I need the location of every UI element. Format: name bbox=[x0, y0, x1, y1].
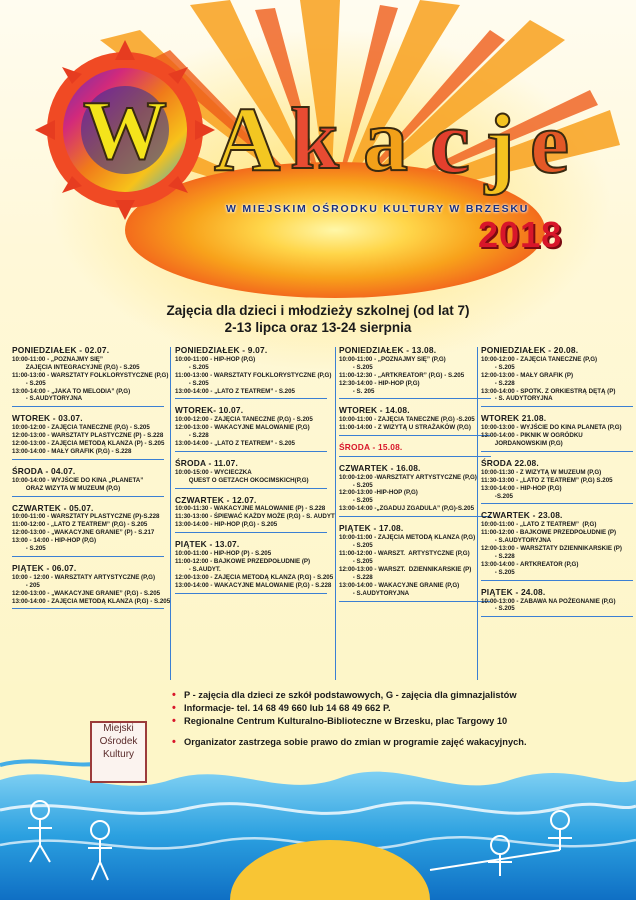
schedule-entry: 10:00-11:00 - HIP-HOP (P) - S.205 bbox=[175, 549, 272, 557]
day-block bbox=[12, 413, 164, 460]
schedule-entry: 11:00-12:00 - BAJKOWE PRZEDPOŁUDNIE (P) bbox=[481, 529, 617, 537]
schedule-entry: 13:00-14:00 - ZAJĘCIA METODĄ KLANZA (P,G) - S.205 bbox=[12, 597, 171, 605]
schedule-entry: 12:00-13:00 - ZAJĘCIA METODĄ KLANZA (P) - S.205 bbox=[12, 440, 165, 447]
note-text: Organizator zastrzega sobie prawo do zmian w programie zajęć wakacyjnych. bbox=[184, 737, 527, 748]
schedule-entry: - S.228 bbox=[481, 379, 515, 387]
schedule-entry: 10:00-14:00 - WYJŚCIE DO KINA „PLANETA” bbox=[12, 476, 144, 484]
day-separator bbox=[481, 451, 633, 452]
schedule-entry: 13:00-14:00 - WAKACYJNE GRANIE (P,G) bbox=[339, 581, 460, 589]
day-heading: CZWARTEK - 16.08. bbox=[339, 462, 421, 473]
schedule-entry: 10:00-13:00 - ZABAWA NA POŻEGNANIE (P,G) bbox=[481, 597, 616, 605]
schedule-entry: - S.228 bbox=[481, 552, 515, 560]
schedule-entry: 13:00-14:00 - ARTKREATOR (P,G) bbox=[481, 560, 579, 568]
schedule-entry: 13:00-14:00 - HIP-HOP (P,G) bbox=[481, 484, 562, 492]
day-heading: ŚRODA - 11.07. bbox=[175, 457, 238, 468]
day-block bbox=[12, 562, 171, 610]
schedule-entry: 12:00-13:00 - MAŁY GRAFIK (P) bbox=[481, 371, 574, 379]
schedule-entry: JORDANOWSKIM (P,G) bbox=[481, 440, 563, 447]
note-text: Regionalne Centrum Kulturalno-Biblioteczne w Brzesku, plac Targowy 10 bbox=[184, 716, 508, 727]
svg-text:A: A bbox=[214, 88, 281, 190]
schedule-entry: 11:00-12:30 - „ARTKREATOR” (P,G) - S.205 bbox=[339, 371, 465, 379]
day-heading: CZWARTEK - 12.07. bbox=[175, 494, 257, 505]
day-heading: WTOREK- 10.07. bbox=[175, 405, 244, 416]
day-separator bbox=[175, 488, 327, 489]
intro-dates: 2-13 lipca oraz 13-24 sierpnia bbox=[224, 320, 412, 335]
schedule-entry: 13:00-14:00 - „LATO Z TEATREM” - S.205 bbox=[175, 387, 295, 395]
svg-text:k: k bbox=[290, 91, 339, 188]
schedule-entry: 12:00-13:00 - ZAJĘCIA METODĄ KLANZA (P,G) - S.205 bbox=[175, 573, 334, 581]
day-separator bbox=[481, 406, 633, 407]
day-separator bbox=[12, 406, 164, 407]
day-heading: PONIEDZIAŁEK - 13.08. bbox=[339, 345, 437, 355]
day-heading: PIĄTEK - 17.08. bbox=[339, 523, 404, 534]
day-separator bbox=[339, 456, 491, 457]
schedule-entry: 13:00-14:00 - SPOTK. Z ORKIESTRĄ DĘTĄ (P) bbox=[481, 387, 616, 395]
schedule-entry: 11:00-13:00 - WARSZTATY FOLKLORYSTYCZNE (P,G) bbox=[175, 371, 332, 379]
day-separator bbox=[175, 593, 327, 594]
day-separator bbox=[175, 532, 327, 533]
schedule-entry: 13:00-14:00 - „LATO Z TEATREM” - S.205 bbox=[175, 440, 295, 447]
subtitle-banner: W MIEJSKIM OŚRODKU KULTURY W BRZESKU bbox=[226, 203, 530, 215]
schedule-entry: 11:00-12:00 - WARSZT. ARTYSTYCZNE (P,G) bbox=[339, 549, 470, 557]
schedule-entry: 13:00-14:00 - WAKACYJNE MALOWANIE (P,G) - S.228 bbox=[175, 581, 332, 589]
schedule-entry: 12:00-13:00 - WARSZTATY PLASTYCZNE (P) - S.228 bbox=[12, 432, 164, 440]
svg-text:e: e bbox=[530, 95, 570, 192]
schedule-entry: - S.205 bbox=[339, 497, 373, 505]
schedule-entry: 12:00-13:00 -HIP-HOP (P,G) bbox=[339, 489, 418, 497]
day-separator bbox=[175, 451, 327, 452]
schedule-entry: - S.AUDYTORYJNA bbox=[339, 589, 410, 597]
schedule-entry: - S.AUDYTORYJNA bbox=[12, 395, 83, 403]
schedule-entry: ZAJĘCIA INTEGRACYJNE (P,G) - S.205 bbox=[12, 363, 140, 371]
schedule-entry: 12:00-13:00 - WAKACYJNE MALOWANIE (P,G) bbox=[175, 424, 310, 432]
schedule-entry: 10:00-15:00 - WYCIECZKA bbox=[175, 468, 252, 476]
schedule-entry: 11:00-13:00 - WARSZTATY FOLKLORYSTYCZNE (P,G) bbox=[12, 371, 169, 379]
svg-text:W: W bbox=[83, 84, 167, 177]
schedule-entry: - S.228 bbox=[175, 432, 209, 440]
schedule-entry: - S.205 bbox=[12, 379, 46, 387]
day-heading: PONIEDZIAŁEK - 20.08. bbox=[481, 345, 579, 355]
bullet-icon: • bbox=[172, 736, 176, 749]
schedule-entry: 10:00-12:00 -WARSZTATY ARTYSTYCZNE (P,G) bbox=[339, 473, 477, 481]
day-block bbox=[175, 458, 327, 489]
logo-line: Miejski bbox=[103, 723, 134, 734]
schedule-entry: 13:00-14:00 - PIKNIK W OGRÓDKU bbox=[481, 432, 583, 440]
day-block bbox=[175, 405, 327, 452]
day-heading: WTOREK - 03.07. bbox=[12, 413, 83, 424]
day-block bbox=[481, 345, 633, 407]
schedule-entry: - S.205 bbox=[339, 541, 373, 549]
schedule-entry: - S.AUDYTORYJNA bbox=[481, 537, 552, 545]
note-text: P - zajęcia dla dzieci ze szkół podstawowych, G - zajęcia dla gimnazjalistów bbox=[184, 690, 517, 700]
schedule-entry: - S.205 bbox=[175, 363, 209, 371]
schedule-column-august-week2 bbox=[481, 345, 633, 623]
schedule-entry: 11:30-13:00 - ŚPIEWAĆ KAŻDY MOŻE (P,G) - S. AUDYT bbox=[175, 513, 335, 521]
schedule-entry: 10:00-12:00 - ZAJĘCIA TANECZNE (P,G) bbox=[481, 355, 598, 363]
schedule-entry: - 205 bbox=[12, 581, 40, 589]
schedule-entry: - S.205 bbox=[339, 481, 373, 489]
day-block bbox=[481, 510, 633, 580]
day-heading: PIĄTEK - 13.07. bbox=[175, 539, 240, 550]
schedule-entry: - S.205 bbox=[481, 605, 515, 613]
day-heading: WTOREK - 14.08. bbox=[339, 405, 410, 416]
day-block bbox=[481, 458, 633, 505]
day-heading: CZWARTEK - 23.08. bbox=[481, 510, 563, 521]
day-separator bbox=[339, 601, 491, 602]
day-block bbox=[175, 345, 332, 399]
schedule-entry: 10:00-11:00 - „LATO Z TEATREM” (P,G) bbox=[481, 521, 597, 529]
day-separator bbox=[481, 503, 633, 504]
schedule-entry: 11:00-12:00 - „LATO Z TEATREM” (P,G) - S.205 bbox=[12, 521, 148, 529]
day-heading: PIĄTEK - 06.07. bbox=[12, 562, 77, 573]
schedule-column-july-week2 bbox=[175, 345, 335, 600]
schedule-entry: 10:00-11:00 - ZAJĘCIA METODĄ KLANZA (P,G) bbox=[339, 534, 476, 541]
day-block bbox=[12, 345, 169, 407]
day-heading: WTOREK 21.08. bbox=[481, 413, 547, 424]
day-separator bbox=[12, 496, 164, 497]
logo-line: Ośrodek bbox=[99, 735, 138, 747]
day-block bbox=[481, 413, 633, 452]
schedule-entry: -S.205 bbox=[481, 492, 513, 500]
day-separator bbox=[481, 616, 633, 617]
column-divider bbox=[170, 347, 171, 680]
schedule-entry: 10:00-11:00 - „POZNAJMY SIĘ” (P,G) bbox=[339, 355, 446, 363]
bullet-icon: • bbox=[172, 715, 176, 728]
schedule-entry: 12:00-13:00 - „WAKACYJNE GRANIE” (P) - S.217 bbox=[12, 529, 155, 537]
schedule-entry: - S.205 bbox=[339, 557, 373, 565]
day-heading: ŚRODA - 04.07. bbox=[12, 465, 76, 476]
schedule-entry: - S.205 bbox=[481, 363, 515, 371]
schedule-entry: 13:00-14:00 -„ZGADUJ ZGADULA” (P,G)-S.205 bbox=[339, 505, 475, 513]
schedule-entry: 12:00-13:00 - „WAKACYJNE GRANIE” (P,G) - S.205 bbox=[12, 589, 161, 597]
note-legend bbox=[172, 689, 527, 702]
logo-line: Kultury bbox=[102, 748, 135, 760]
schedule-entry: 11:30-13:00 - „LATO Z TEATREM” (P,G) S.205 bbox=[481, 476, 613, 484]
schedule-entry: 10:00-11:00 - HIP-HOP (P,G) bbox=[175, 355, 256, 363]
day-separator bbox=[175, 398, 327, 399]
note-text: Informacje- tel. 14 68 49 660 lub 14 68 49 662 P. bbox=[184, 703, 391, 714]
day-separator bbox=[339, 435, 491, 436]
day-heading: PONIEDZIAŁEK - 9.07. bbox=[175, 345, 268, 355]
day-block bbox=[339, 463, 491, 517]
schedule-entry: 10:00-11:30 - Z WIZYTĄ W MUZEUM (P,G) bbox=[481, 468, 602, 476]
year-label: 2018 bbox=[478, 214, 563, 255]
schedule-entry: 10:00 - 12:00 - WARSZTATY ARTYSTYCZNE (P,G) bbox=[12, 573, 156, 581]
day-block bbox=[12, 466, 164, 497]
day-block bbox=[339, 405, 491, 436]
day-heading: ŚRODA 22.08. bbox=[481, 457, 539, 468]
schedule-entry: 13:00 - 14:00 - HIP-HOP (P,G) bbox=[12, 537, 97, 545]
schedule-entry: 10:00-11:00 - „POZNAJMY SIĘ” bbox=[12, 355, 104, 363]
schedule-entry: - S.205 bbox=[339, 363, 373, 371]
schedule-entry: 10:00-12:00 - ZAJĘCIA TANECZNE (P,G) - S.205 bbox=[12, 424, 150, 432]
schedule-entry: 12:30-14:00 - HIP-HOP (P,G) bbox=[339, 379, 420, 387]
day-separator bbox=[339, 516, 491, 517]
day-separator bbox=[339, 398, 491, 399]
svg-text:c: c bbox=[430, 93, 470, 192]
notes-section bbox=[172, 689, 527, 749]
column-divider bbox=[335, 347, 336, 680]
day-separator bbox=[12, 608, 164, 609]
schedule-entry: - S.205 bbox=[12, 545, 46, 552]
schedule-entry: 10:00-11:00 - WARSZTATY PLASTYCZNE (P)-S.228 bbox=[12, 513, 160, 521]
day-heading: PIĄTEK - 24.08. bbox=[481, 586, 546, 597]
note-info bbox=[172, 702, 527, 715]
bullet-icon: • bbox=[172, 689, 176, 701]
note-address bbox=[172, 715, 527, 728]
day-heading: PONIEDZIAŁEK - 02.07. bbox=[12, 345, 110, 355]
schedule-entry: - S.AUDYT. bbox=[175, 565, 221, 573]
schedule-entry: 12:00-13:00 - WARSZT. DZIENNIKARSKIE (P) bbox=[339, 565, 472, 573]
day-separator bbox=[481, 580, 633, 581]
schedule-entry: 10:00-11:00 - ZAJĘCIA TANECZNE (P,G) -S.205 bbox=[339, 416, 475, 424]
schedule-entry: 13:00-14:00 - MAŁY GRAFIK (P,G) - S.228 bbox=[12, 447, 132, 455]
day-block bbox=[339, 523, 491, 601]
note-disclaimer bbox=[172, 736, 527, 749]
schedule-entry: - S. AUDYTORYJNA bbox=[481, 395, 553, 403]
schedule-column-august-week1 bbox=[339, 345, 491, 608]
schedule-entry: 10:00-12:00 - ZAJĘCIA TANECZNE (P,G) - S.205 bbox=[175, 416, 313, 424]
schedule-column-july-week1 bbox=[12, 345, 171, 615]
schedule-entry: QUEST O GETZACH OKOCIMSKICH(P,G) bbox=[175, 476, 309, 484]
schedule-entry: 10:00-13:00 - WYJŚCIE DO KINA PLANETA (P,G) bbox=[481, 424, 622, 432]
schedule-entry: 13:00-14:00 - HIP-HOP (P,G) - S.205 bbox=[175, 521, 278, 529]
schedule-entry: - S.228 bbox=[339, 573, 373, 581]
schedule-entry: 10:00-11:30 - WAKACYJNE MALOWANIE (P) - S.228 bbox=[175, 505, 326, 513]
day-block bbox=[12, 503, 164, 557]
day-heading: ŚRODA - 15.08. bbox=[339, 442, 403, 453]
day-block bbox=[175, 494, 335, 534]
day-block bbox=[339, 345, 491, 399]
intro-audience: Zajęcia dla dzieci i młodzieży szkolnej (od lat 7) bbox=[166, 303, 470, 318]
day-block bbox=[175, 539, 334, 593]
schedule-entry: 12:00-13:00 - WARSZTATY DZIENNIKARSKIE (P) bbox=[481, 545, 622, 552]
schedule-entry: - S.205 bbox=[175, 379, 209, 387]
day-block bbox=[339, 442, 491, 457]
day-separator bbox=[12, 556, 164, 557]
day-block bbox=[481, 587, 633, 618]
schedule-entry: 11:00-12:00 - BAJKOWE PRZEDPOŁUDNIE (P) bbox=[175, 557, 311, 565]
schedule-entry: - S. 205 bbox=[339, 387, 375, 395]
schedule-entry: - S.205 bbox=[481, 568, 515, 576]
day-separator bbox=[12, 459, 164, 460]
schedule-entry: 13:00-14:00 - „JAKA TO MELODIA” (P,G) bbox=[12, 387, 131, 395]
svg-text:j: j bbox=[485, 97, 515, 196]
schedule-entry: ORAZ WIZYTA W MUZEUM (P,G) bbox=[12, 484, 121, 492]
day-heading: CZWARTEK - 05.07. bbox=[12, 502, 94, 513]
svg-text:a: a bbox=[363, 91, 408, 190]
mok-logo bbox=[90, 721, 147, 783]
schedule-entry: 11:00-14:00 - Z WIZYTĄ U STRAŻAKÓW (P,G) bbox=[339, 424, 471, 432]
bullet-icon: • bbox=[172, 702, 176, 715]
